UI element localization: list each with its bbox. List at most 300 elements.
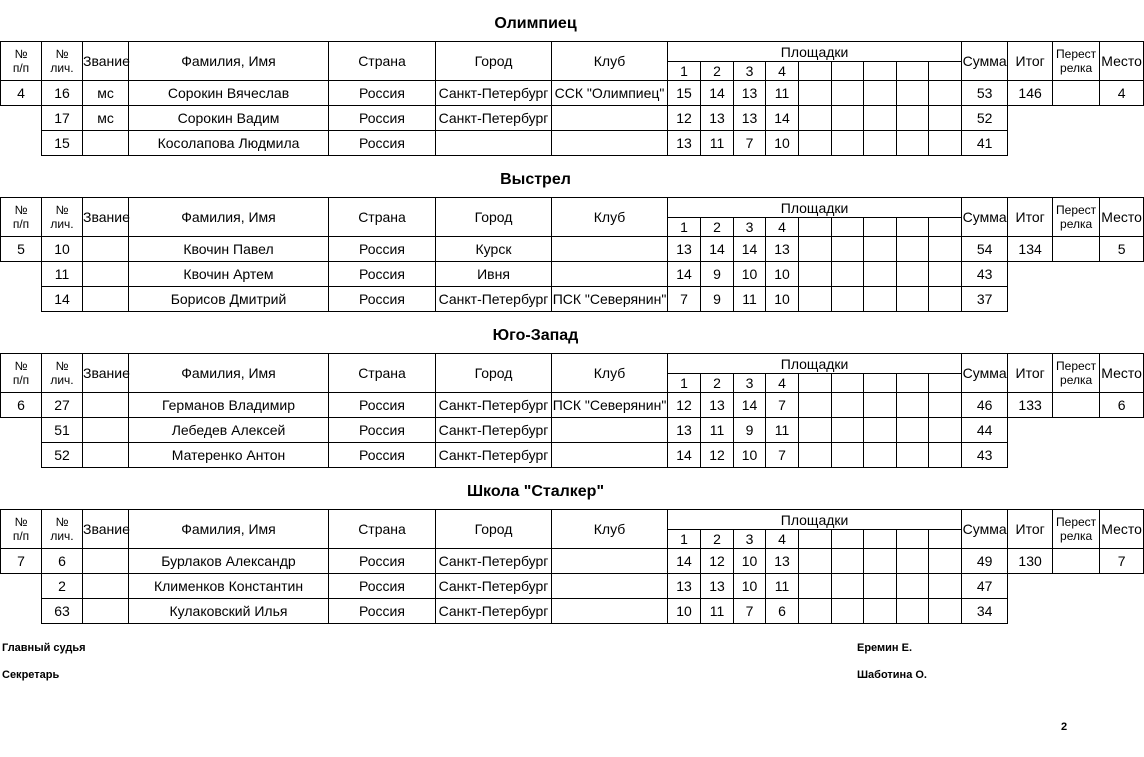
chief-judge-label: Главный судья [2, 642, 86, 654]
score-empty [832, 599, 864, 624]
header-shootoff-line1: Перест [1056, 359, 1097, 373]
team-table [0, 353, 1144, 468]
member-sum: 37 [962, 287, 1008, 312]
header-shootoff-line2: релка [1060, 217, 1093, 231]
header-np [1, 42, 42, 81]
header-place: Место [1100, 198, 1144, 237]
score-empty [832, 131, 864, 156]
member-score: 7 [668, 287, 701, 312]
header-rank: Звание [83, 354, 129, 393]
header-np-line1: № [14, 203, 28, 217]
empty-cell [1008, 418, 1053, 443]
score-empty [832, 287, 864, 312]
header-club: Клуб [552, 42, 668, 81]
empty-cell [1053, 131, 1100, 156]
member-rank [83, 262, 129, 287]
header-total: Итог [1008, 198, 1053, 237]
header-lich-line2: лич. [50, 373, 74, 387]
score-empty [897, 599, 929, 624]
member-name: Сорокин Вадим [129, 106, 329, 131]
member-name: Лебедев Алексей [129, 418, 329, 443]
score-empty [799, 131, 832, 156]
empty-cell [1100, 443, 1144, 468]
member-score: 9 [734, 418, 766, 443]
header-platform-empty [929, 62, 962, 81]
member-lich: 6 [42, 549, 83, 574]
member-score: 10 [734, 262, 766, 287]
header-sum: Сумма [962, 354, 1008, 393]
table-row [1, 262, 1144, 287]
score-empty [929, 81, 962, 106]
member-sum: 46 [962, 393, 1008, 418]
header-platforms: Площадки [668, 510, 962, 530]
member-country: Россия [329, 131, 436, 156]
empty-cell [1, 131, 42, 156]
empty-cell [1100, 574, 1144, 599]
score-empty [897, 443, 929, 468]
team-np: 6 [1, 393, 42, 418]
table-row [1, 131, 1144, 156]
empty-cell [1053, 287, 1100, 312]
header-country: Страна [329, 198, 436, 237]
header-lich-line2: лич. [50, 61, 74, 75]
member-score: 11 [701, 131, 734, 156]
member-score: 11 [766, 81, 799, 106]
member-name: Борисов Дмитрий [129, 287, 329, 312]
team-title: Выстрел [500, 171, 571, 188]
score-empty [799, 237, 832, 262]
header-shootoff-line2: релка [1060, 61, 1093, 75]
empty-cell [1, 599, 42, 624]
header-platform-empty [799, 218, 832, 237]
header-rank: Звание [83, 510, 129, 549]
member-lich: 15 [42, 131, 83, 156]
member-country: Россия [329, 237, 436, 262]
header-lich [42, 510, 83, 549]
empty-cell [1008, 574, 1053, 599]
member-rank: мс [83, 81, 129, 106]
team-title: Школа "Сталкер" [466, 483, 605, 500]
header-shootoff [1053, 198, 1100, 237]
header-platform-2: 2 [701, 218, 734, 237]
header-np-line2: п/п [12, 217, 30, 231]
score-empty [864, 599, 897, 624]
member-country: Россия [329, 574, 436, 599]
member-score: 7 [734, 599, 766, 624]
score-empty [832, 393, 864, 418]
header-city: Город [436, 510, 552, 549]
header-lich [42, 42, 83, 81]
header-platforms: Площадки [668, 354, 962, 374]
member-score: 13 [701, 574, 734, 599]
member-lich: 2 [42, 574, 83, 599]
header-platform-empty [897, 374, 929, 393]
empty-cell [1100, 287, 1144, 312]
header-np-line1: № [14, 359, 28, 373]
header-lich-line1: № [55, 203, 69, 217]
table-row [1, 443, 1144, 468]
score-empty [864, 131, 897, 156]
member-city: Санкт-Петербург [436, 599, 552, 624]
score-empty [799, 106, 832, 131]
score-empty [864, 549, 897, 574]
empty-cell [1008, 287, 1053, 312]
member-score: 13 [734, 81, 766, 106]
header-platform-empty [799, 62, 832, 81]
member-club: ПСК "Северянин" [552, 393, 668, 418]
chief-judge-name: Еремин Е. [857, 642, 913, 654]
member-club: ПСК "Северянин" [552, 287, 668, 312]
header-city: Город [436, 42, 552, 81]
member-score: 7 [766, 393, 799, 418]
header-name: Фамилия, Имя [129, 198, 329, 237]
score-empty [929, 549, 962, 574]
header-country: Страна [329, 42, 436, 81]
header-lich [42, 354, 83, 393]
member-rank [83, 574, 129, 599]
member-lich: 27 [42, 393, 83, 418]
team-shootoff [1053, 549, 1100, 574]
member-club [552, 237, 668, 262]
member-rank [83, 418, 129, 443]
member-club [552, 443, 668, 468]
member-score: 14 [766, 106, 799, 131]
header-platform-empty [799, 374, 832, 393]
header-platform-empty [832, 62, 864, 81]
score-empty [832, 418, 864, 443]
score-empty [897, 131, 929, 156]
member-score: 11 [766, 574, 799, 599]
empty-cell [1, 443, 42, 468]
header-total: Итог [1008, 42, 1053, 81]
header-lich-line2: лич. [50, 217, 74, 231]
member-name: Бурлаков Александр [129, 549, 329, 574]
member-rank [83, 443, 129, 468]
score-empty [929, 237, 962, 262]
member-score: 11 [701, 418, 734, 443]
member-name: Квочин Павел [129, 237, 329, 262]
member-sum: 52 [962, 106, 1008, 131]
member-sum: 49 [962, 549, 1008, 574]
header-shootoff-line1: Перест [1056, 203, 1097, 217]
header-shootoff-line2: релка [1060, 373, 1093, 387]
member-city: Санкт-Петербург [436, 81, 552, 106]
member-lich: 10 [42, 237, 83, 262]
header-platform-3: 3 [734, 62, 766, 81]
score-empty [897, 574, 929, 599]
header-platform-empty [832, 374, 864, 393]
score-empty [864, 262, 897, 287]
header-city: Город [436, 198, 552, 237]
table-row [1, 106, 1144, 131]
header-shootoff-line1: Перест [1056, 47, 1097, 61]
member-score: 13 [668, 131, 701, 156]
header-np-line1: № [14, 47, 28, 61]
member-lich: 63 [42, 599, 83, 624]
header-lich-line2: лич. [50, 529, 74, 543]
member-club [552, 131, 668, 156]
member-sum: 43 [962, 443, 1008, 468]
score-empty [832, 574, 864, 599]
header-platform-4: 4 [766, 374, 799, 393]
score-empty [799, 443, 832, 468]
member-lich: 17 [42, 106, 83, 131]
team-np: 7 [1, 549, 42, 574]
member-name: Квочин Артем [129, 262, 329, 287]
member-score: 12 [701, 443, 734, 468]
header-name: Фамилия, Имя [129, 510, 329, 549]
score-empty [864, 106, 897, 131]
score-empty [897, 106, 929, 131]
header-platform-empty [929, 530, 962, 549]
member-rank [83, 131, 129, 156]
header-city: Город [436, 354, 552, 393]
score-empty [799, 393, 832, 418]
member-name: Кулаковский Илья [129, 599, 329, 624]
secretary-name: Шаботина О. [857, 669, 927, 681]
member-score: 10 [668, 599, 701, 624]
team-place: 4 [1100, 81, 1144, 106]
member-lich: 11 [42, 262, 83, 287]
team-table [0, 41, 1144, 156]
empty-cell [1053, 443, 1100, 468]
score-empty [897, 287, 929, 312]
member-score: 7 [734, 131, 766, 156]
score-empty [832, 549, 864, 574]
member-country: Россия [329, 287, 436, 312]
header-sum: Сумма [962, 510, 1008, 549]
member-lich: 51 [42, 418, 83, 443]
header-country: Страна [329, 510, 436, 549]
table-row [1, 599, 1144, 624]
header-name: Фамилия, Имя [129, 42, 329, 81]
header-platform-empty [897, 530, 929, 549]
team-table [0, 509, 1144, 624]
score-empty [832, 443, 864, 468]
empty-cell [1008, 106, 1053, 131]
score-empty [897, 262, 929, 287]
score-empty [864, 81, 897, 106]
member-score: 10 [734, 443, 766, 468]
team-total: 133 [1008, 393, 1053, 418]
score-empty [799, 574, 832, 599]
header-np-line1: № [14, 515, 28, 529]
score-empty [897, 81, 929, 106]
header-platform-empty [929, 218, 962, 237]
team-place: 5 [1100, 237, 1144, 262]
empty-cell [1, 262, 42, 287]
header-np-line2: п/п [12, 373, 30, 387]
member-name: Косолапова Людмила [129, 131, 329, 156]
member-sum: 43 [962, 262, 1008, 287]
empty-cell [1100, 131, 1144, 156]
member-score: 10 [734, 549, 766, 574]
member-country: Россия [329, 262, 436, 287]
member-score: 14 [668, 262, 701, 287]
empty-cell [1008, 262, 1053, 287]
member-score: 13 [766, 237, 799, 262]
empty-cell [1008, 599, 1053, 624]
member-city: Санкт-Петербург [436, 393, 552, 418]
table-row [1, 574, 1144, 599]
secretary-label: Секретарь [2, 669, 60, 681]
table-row [1, 287, 1144, 312]
score-empty [799, 81, 832, 106]
header-shootoff-line2: релка [1060, 529, 1093, 543]
member-score: 11 [766, 418, 799, 443]
member-score: 13 [701, 393, 734, 418]
member-sum: 53 [962, 81, 1008, 106]
header-platform-4: 4 [766, 218, 799, 237]
header-shootoff [1053, 42, 1100, 81]
score-empty [929, 131, 962, 156]
table-row [1, 418, 1144, 443]
score-empty [929, 418, 962, 443]
member-rank [83, 393, 129, 418]
score-empty [799, 287, 832, 312]
member-score: 14 [734, 393, 766, 418]
score-empty [864, 287, 897, 312]
member-sum: 44 [962, 418, 1008, 443]
header-platforms: Площадки [668, 198, 962, 218]
empty-cell [1100, 599, 1144, 624]
member-name: Матеренко Антон [129, 443, 329, 468]
member-score: 14 [701, 81, 734, 106]
header-platform-empty [832, 530, 864, 549]
member-score: 11 [734, 287, 766, 312]
team-place: 7 [1100, 549, 1144, 574]
score-empty [864, 393, 897, 418]
empty-cell [1, 418, 42, 443]
member-club [552, 418, 668, 443]
member-city [436, 131, 552, 156]
empty-cell [1, 574, 42, 599]
member-score: 10 [734, 574, 766, 599]
score-empty [832, 81, 864, 106]
member-lich: 16 [42, 81, 83, 106]
table-row [1, 81, 1144, 106]
empty-cell [1053, 599, 1100, 624]
member-score: 10 [766, 262, 799, 287]
member-score: 13 [701, 106, 734, 131]
header-club: Клуб [552, 354, 668, 393]
header-platform-empty [799, 530, 832, 549]
empty-cell [1008, 443, 1053, 468]
score-empty [832, 237, 864, 262]
member-city: Санкт-Петербург [436, 443, 552, 468]
header-lich-line1: № [55, 515, 69, 529]
member-score: 12 [668, 106, 701, 131]
team-shootoff [1053, 81, 1100, 106]
header-platform-1: 1 [668, 62, 701, 81]
team-place: 6 [1100, 393, 1144, 418]
member-city: Санкт-Петербург [436, 106, 552, 131]
score-empty [929, 287, 962, 312]
header-platform-empty [832, 218, 864, 237]
member-score: 9 [701, 287, 734, 312]
score-empty [897, 549, 929, 574]
score-empty [864, 574, 897, 599]
score-empty [864, 418, 897, 443]
empty-cell [1008, 131, 1053, 156]
member-score: 14 [734, 237, 766, 262]
member-score: 9 [701, 262, 734, 287]
member-country: Россия [329, 81, 436, 106]
header-platform-empty [929, 374, 962, 393]
header-platform-empty [864, 62, 897, 81]
member-score: 10 [766, 287, 799, 312]
header-total: Итог [1008, 354, 1053, 393]
member-score: 13 [668, 574, 701, 599]
member-score: 13 [766, 549, 799, 574]
member-rank: мс [83, 106, 129, 131]
header-platform-1: 1 [668, 374, 701, 393]
team-total: 146 [1008, 81, 1053, 106]
member-club [552, 574, 668, 599]
team-table [0, 197, 1144, 312]
member-lich: 14 [42, 287, 83, 312]
team-shootoff [1053, 393, 1100, 418]
empty-cell [1053, 262, 1100, 287]
member-score: 14 [668, 549, 701, 574]
member-city: Санкт-Петербург [436, 418, 552, 443]
empty-cell [1053, 418, 1100, 443]
score-empty [799, 418, 832, 443]
member-score: 12 [668, 393, 701, 418]
member-city: Санкт-Петербург [436, 287, 552, 312]
header-shootoff [1053, 510, 1100, 549]
header-platform-empty [864, 218, 897, 237]
header-platform-empty [864, 530, 897, 549]
header-platform-1: 1 [668, 530, 701, 549]
header-total: Итог [1008, 510, 1053, 549]
header-platform-2: 2 [701, 62, 734, 81]
member-club [552, 106, 668, 131]
header-platform-3: 3 [734, 374, 766, 393]
header-sum: Сумма [962, 42, 1008, 81]
score-empty [897, 393, 929, 418]
header-rank: Звание [83, 42, 129, 81]
member-rank [83, 287, 129, 312]
score-empty [832, 262, 864, 287]
score-empty [864, 237, 897, 262]
header-platform-4: 4 [766, 62, 799, 81]
team-np: 4 [1, 81, 42, 106]
member-rank [83, 237, 129, 262]
team-title: Юго-Запад [492, 327, 579, 344]
score-empty [929, 574, 962, 599]
member-score: 13 [734, 106, 766, 131]
header-platforms: Площадки [668, 42, 962, 62]
header-club: Клуб [552, 198, 668, 237]
header-platform-empty [897, 62, 929, 81]
score-empty [929, 106, 962, 131]
score-empty [929, 599, 962, 624]
member-city: Курск [436, 237, 552, 262]
header-lich-line1: № [55, 359, 69, 373]
member-score: 14 [668, 443, 701, 468]
empty-cell [1053, 574, 1100, 599]
team-total: 130 [1008, 549, 1053, 574]
header-place: Место [1100, 510, 1144, 549]
member-score: 12 [701, 549, 734, 574]
empty-cell [1, 287, 42, 312]
team-title: Олимпиец [494, 15, 577, 32]
empty-cell [1, 106, 42, 131]
member-city: Санкт-Петербург [436, 549, 552, 574]
header-place: Место [1100, 42, 1144, 81]
member-club [552, 262, 668, 287]
